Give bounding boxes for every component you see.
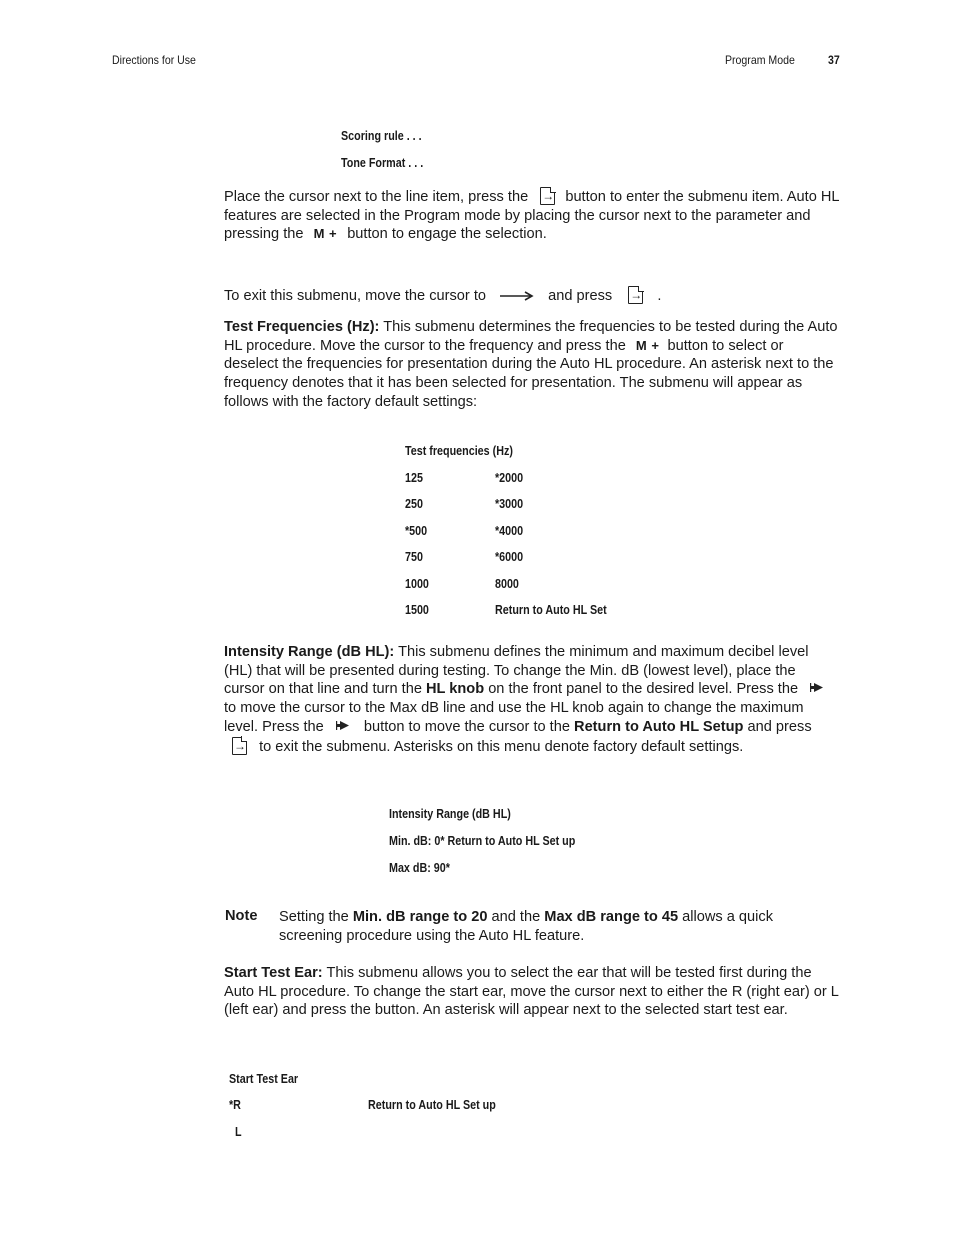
freq-menu-left-5: 1000 <box>405 577 429 591</box>
para5-text-1: This submenu allows you to select the ear that will be tested first during the Auto HL procedure. To change the start ear, move the cursor next to either the R (right ear) or L (left ear) and press the button. An asterisk will appear next to the selected start test ear. <box>224 965 839 1019</box>
enter-key-icon <box>232 737 247 755</box>
tab-key-icon <box>810 683 824 692</box>
para3-text-1: This submenu determines the frequencies to be tested during the Auto HL procedure. Move the cursor to the frequency and press the <box>224 319 838 354</box>
tab-key-icon <box>336 721 350 730</box>
hl-knob-label: HL knob <box>426 681 485 698</box>
intensity-menu-title: Intensity Range (dB HL) <box>389 807 511 821</box>
note-bold-max: Max dB range to 45 <box>544 909 679 925</box>
para2-text-3: . <box>657 288 662 304</box>
right-arrow-icon <box>500 291 534 301</box>
ear-menu-right: *R <box>229 1098 241 1112</box>
enter-key-icon <box>628 286 643 304</box>
para4-text-5: and press <box>747 718 812 735</box>
note-label: Note <box>225 908 258 924</box>
note-text-2: and the <box>491 909 541 925</box>
freq-menu-left-1: 125 <box>405 471 423 485</box>
freq-menu-left-2: 250 <box>405 497 423 511</box>
ear-menu-return: Return to Auto HL Set up <box>368 1098 496 1112</box>
para1-text-2: button to enter the submenu item. Auto HL features are selected in the Program mode by placing the cursor next to the parameter and pressing the <box>224 189 839 243</box>
heading-intensity-range: Intensity Range (dB HL): <box>224 644 395 660</box>
para3-text-2: button to select or deselect the frequencies for presentation during the Auto HL procedure. An asterisk next to the frequency denotes that it has been selected for presentation. The submenu will appear as follows with the factory default settings: <box>224 337 834 410</box>
freq-menu-left-3: *500 <box>405 524 428 538</box>
heading-test-frequencies: Test Frequencies (Hz): <box>224 319 380 335</box>
ear-menu-left: L <box>235 1125 242 1139</box>
para1-text-1: Place the cursor next to the line item, press the <box>224 189 529 205</box>
para4-text-1: This submenu defines the minimum and maximum decibel level (HL) that will be presented during testing. To change the Min. dB (lowest level), place the cursor on that line and turn the <box>224 644 809 698</box>
menu-item-tone-format: Tone Format . . . <box>341 156 424 170</box>
menu-item-scoring-rule: Scoring rule . . . <box>341 129 422 143</box>
freq-menu-right-1: *2000 <box>495 471 524 485</box>
paragraph-intensity-range <box>224 643 840 756</box>
freq-menu-right-3: *4000 <box>495 524 524 538</box>
para4-text-6: to exit the submenu. Asterisks on this menu denote factory default settings. <box>259 738 744 755</box>
freq-menu-right-5: 8000 <box>495 577 519 591</box>
page-number: 37 <box>828 53 840 67</box>
freq-menu-title: Test frequencies (Hz) <box>405 444 513 458</box>
note-text-1: Setting the <box>279 909 349 925</box>
note-text-3: allows a quick screening procedure using the Auto HL feature. <box>279 909 774 944</box>
para1-text-3: button to engage the selection. <box>347 226 547 243</box>
m-plus-key-icon: M + <box>635 337 660 353</box>
paragraph-test-frequencies <box>224 318 840 412</box>
para4-text-4: button to move the cursor to the <box>363 718 570 735</box>
freq-menu-left-6: 1500 <box>405 603 429 617</box>
para4-text-2: on the front panel to the desired level. Press the <box>488 681 799 698</box>
freq-menu-right-2: *3000 <box>495 497 524 511</box>
para4-text-3: to move the cursor to the Max dB line and use the HL knob again to change the maximum level. Press the <box>224 700 804 735</box>
return-to-auto-hl-setup-label: Return to Auto HL Setup <box>574 718 744 735</box>
intensity-menu-min: Min. dB: 0* Return to Auto HL Set up <box>389 834 576 848</box>
ear-menu-title: Start Test Ear <box>229 1072 299 1086</box>
m-plus-key-icon: M + <box>313 226 338 242</box>
note-bold-min: Min. dB range to 20 <box>352 909 488 925</box>
freq-menu-left-4: 750 <box>405 550 423 564</box>
para2-text-2: and press <box>548 288 613 304</box>
running-header-section: Program Mode <box>725 53 795 67</box>
paragraph-enter-submenu <box>224 187 840 244</box>
freq-menu-right-4: *6000 <box>495 550 524 564</box>
freq-menu-right-6: Return to Auto HL Set <box>495 603 607 617</box>
para2-text-1: To exit this submenu, move the cursor to <box>224 288 486 304</box>
running-header-title: Directions for Use <box>112 53 196 67</box>
paragraph-start-test-ear <box>224 964 840 1020</box>
note-text <box>279 908 839 945</box>
heading-start-test-ear: Start Test Ear: <box>224 965 323 981</box>
paragraph-exit-submenu <box>224 286 840 306</box>
enter-key-icon <box>540 187 555 205</box>
intensity-menu-max: Max dB: 90* <box>389 861 450 875</box>
